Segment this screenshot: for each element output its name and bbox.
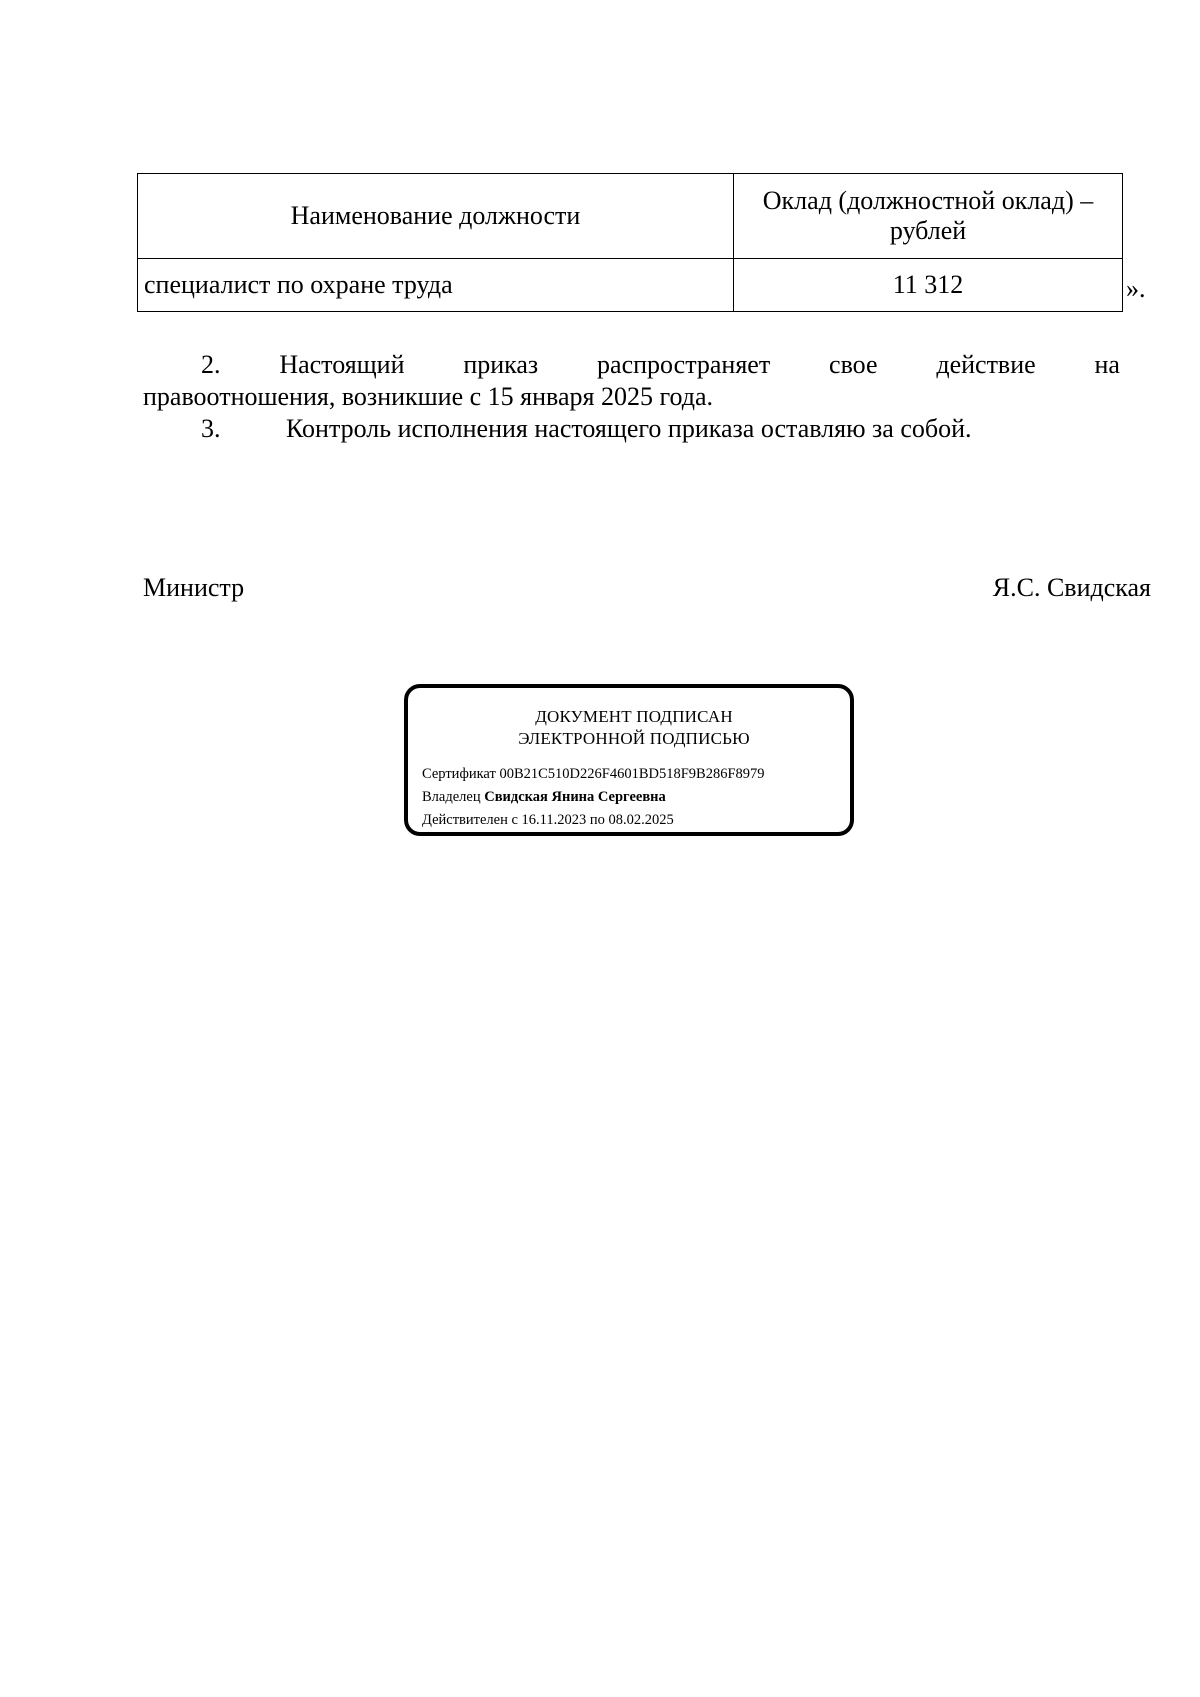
table-row — [138, 259, 1123, 312]
paragraph-3-number: 3. — [201, 414, 221, 443]
stamp-certificate-value: 00B21C510D226F4601BD518F9B286F8979 — [499, 766, 765, 782]
stamp-title-line1: ДОКУМЕНТ ПОДПИСАН — [535, 707, 733, 726]
stamp-owner-value: Свидская Янина Сергеевна — [484, 789, 666, 805]
paragraph-2-word: свое — [829, 350, 878, 379]
paragraph-3 — [143, 413, 1120, 445]
stamp-certificate-label: Сертификат — [422, 766, 496, 782]
paragraph-2-word: действие — [936, 350, 1036, 379]
cell-salary: 11 312 — [734, 259, 1123, 312]
stamp-valid-to: 08.02.2025 — [608, 812, 674, 828]
paragraph-2-line2: правоотношения, возникшие с 15 января 2025 года. — [143, 382, 714, 411]
header-salary-line1: Оклад (должностной оклад) – — [762, 186, 1094, 215]
stamp-certificate-line — [422, 763, 765, 786]
paragraph-2-number: 2. — [201, 350, 221, 379]
header-position-name-text: Наименование должности — [290, 201, 581, 230]
paragraph-3-line — [143, 413, 1120, 445]
stamp-details — [422, 763, 765, 832]
stamp-validity-line — [422, 809, 765, 832]
header-salary — [734, 174, 1123, 259]
closing-quote: ». — [1126, 274, 1146, 303]
paragraph-3-text: Контроль исполнения настоящего приказа оставляю за собой. — [286, 414, 972, 443]
table-header-row — [138, 174, 1123, 259]
paragraph-2-word: приказ — [463, 350, 539, 379]
signer-position: Министр — [143, 573, 245, 602]
stamp-title — [408, 706, 850, 750]
stamp-valid-to-label: по — [589, 812, 605, 828]
stamp-title-line2: ЭЛЕКТРОННОЙ ПОДПИСЬЮ — [518, 729, 750, 748]
electronic-signature-stamp — [404, 684, 854, 836]
salary-table — [137, 173, 1123, 312]
header-position-name — [138, 174, 734, 259]
paragraph-2-line1 — [143, 349, 1120, 381]
paragraph-2 — [143, 349, 1120, 413]
cell-position-name: специалист по охране труда — [138, 259, 734, 312]
stamp-owner-line — [422, 786, 765, 809]
stamp-valid-label: Действителен с — [422, 812, 518, 828]
stamp-owner-label: Владелец — [422, 789, 481, 805]
paragraph-2-word: Настоящий — [279, 350, 405, 379]
signer-name: Я.С. Свидская — [992, 573, 1151, 602]
stamp-valid-from: 16.11.2023 — [521, 812, 587, 828]
signature-row — [143, 572, 1151, 604]
header-salary-line2: рублей — [889, 216, 967, 245]
paragraph-2-word: распространяет — [597, 350, 771, 379]
paragraph-2-word: на — [1094, 350, 1120, 379]
